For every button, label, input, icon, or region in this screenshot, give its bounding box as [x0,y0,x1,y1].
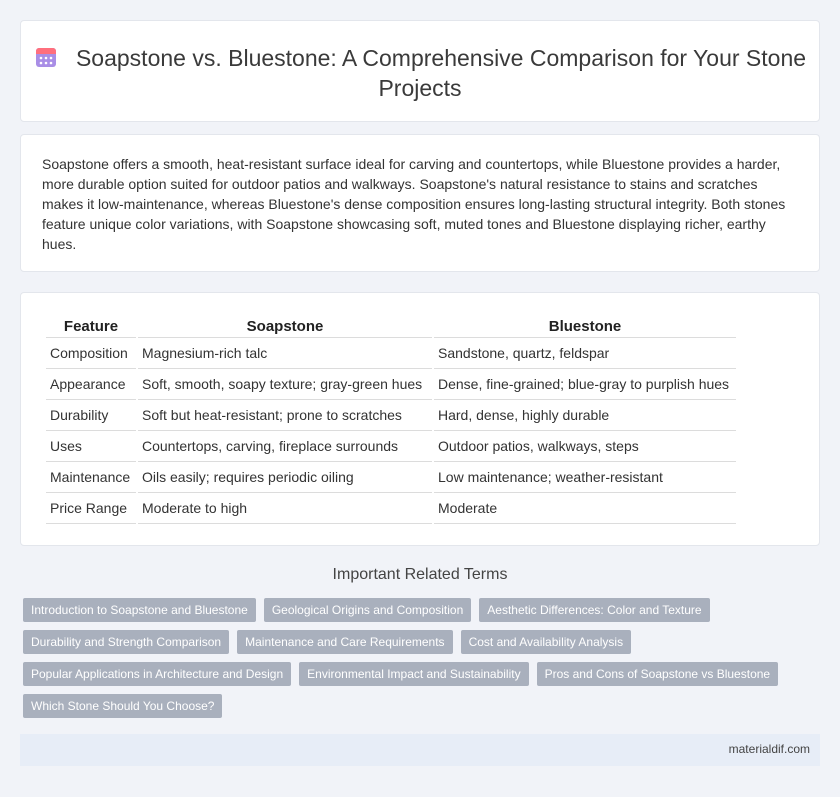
table-row [46,430,736,461]
table-row [46,337,736,368]
calendar-icon [34,45,58,69]
row-feature: Maintenance [46,461,136,492]
related-term-tag[interactable]: Cost and Availability Analysis [461,630,632,654]
related-term-tag[interactable]: Environmental Impact and Sustainability [299,662,528,686]
related-terms-heading: Important Related Terms [332,566,508,583]
row-soapstone: Moderate to high [138,492,432,524]
row-soapstone: Soft but heat-resistant; prone to scratches [138,399,432,430]
row-feature: Durability [46,399,136,430]
row-feature: Uses [46,430,136,461]
row-feature: Appearance [46,368,136,399]
footer [20,734,820,766]
related-term-tag[interactable]: Durability and Strength Comparison [23,630,229,654]
row-bluestone: Hard, dense, highly durable [434,399,736,430]
related-term-tag[interactable]: Maintenance and Care Requirements [237,630,452,654]
related-term-tag[interactable]: Introduction to Soapstone and Bluestone [23,598,256,622]
related-term-tag[interactable]: Geological Origins and Composition [264,598,471,622]
row-bluestone: Sandstone, quartz, feldspar [434,337,736,368]
table-row [46,492,736,524]
related-term-tag[interactable]: Which Stone Should You Choose? [23,694,222,718]
summary-paragraph: Soapstone offers a smooth, heat-resistant surface ideal for carving and countertops, while Bluestone provides a harder, more durable option suited for outdoor patios and walkways. Soapstone's natural resistance to stains and scratches makes it low-maintenance, whereas Bluestone's dense composition ensures long-lasting structural integrity. Both stones feature unique color variations, with Soapstone showcasing soft, muted tones and Bluestone displaying richer, earthy hues. [42,156,786,252]
page-title [21,43,819,103]
summary-card [20,134,820,272]
row-feature: Price Range [46,492,136,524]
related-term-tag[interactable]: Popular Applications in Architecture and Design [23,662,291,686]
related-term-tag[interactable]: Aesthetic Differences: Color and Texture [479,598,709,622]
row-soapstone: Countertops, carving, fireplace surrounds [138,430,432,461]
related-terms-list [23,598,813,718]
header-feature: Feature [63,317,119,335]
row-soapstone: Oils easily; requires periodic oiling [138,461,432,492]
page-title-text: Soapstone vs. Bluestone: A Comprehensive Comparison for Your Stone Projects [75,45,807,101]
comparison-table-card [20,292,820,546]
row-soapstone: Soft, smooth, soapy texture; gray-green hues [138,368,432,399]
row-feature: Composition [46,337,136,368]
table-header-row [46,315,736,337]
table-row [46,461,736,492]
related-term-tag[interactable]: Pros and Cons of Soapstone vs Bluestone [537,662,778,686]
row-soapstone: Magnesium-rich talc [138,337,432,368]
header-soapstone: Soapstone [246,317,324,335]
row-bluestone: Moderate [434,492,736,524]
table-row [46,368,736,399]
header-bluestone: Bluestone [548,317,622,335]
footer-site-link[interactable]: materialdif.com [728,742,810,756]
row-bluestone: Dense, fine-grained; blue-gray to purplish hues [434,368,736,399]
comparison-table [44,315,738,524]
row-bluestone: Low maintenance; weather-resistant [434,461,736,492]
title-card [20,20,820,122]
row-bluestone: Outdoor patios, walkways, steps [434,430,736,461]
table-row [46,399,736,430]
